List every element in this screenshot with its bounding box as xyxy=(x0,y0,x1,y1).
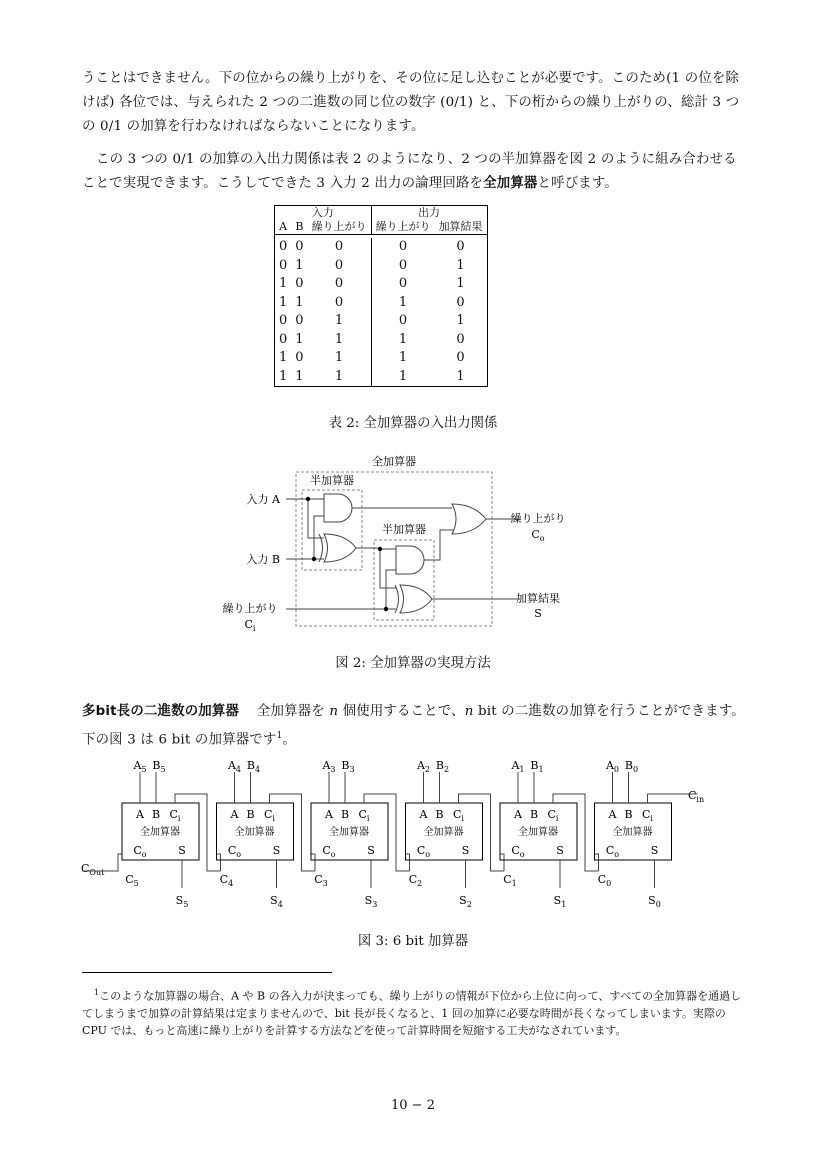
paragraph-full-adder xyxy=(82,148,746,196)
junction-cin xyxy=(384,607,388,611)
xor-gate-2 xyxy=(400,585,432,613)
input-a-label: $A_1$ xyxy=(511,759,525,774)
wire-cin-to-and2 xyxy=(386,570,396,609)
pin-a: A xyxy=(514,808,522,821)
fig2-sum-label: 加算結果 xyxy=(516,592,560,605)
pin-s: S xyxy=(556,844,564,857)
table-header-sum: 加算結果 xyxy=(435,220,488,235)
footnote-rule xyxy=(82,972,332,973)
table-row xyxy=(275,238,488,257)
input-a-label: $A_2$ xyxy=(416,759,431,774)
para2-text-a: この 3 つの 0/1 の加算の入出力関係は表 2 のようになり、2 つの半加算器を図 2 のように組み合わせることで実現できます。こうしてできた 3 入力 2 出力の論理回路を xyxy=(82,152,737,191)
table-row xyxy=(275,275,488,294)
input-b-label: $B_1$ xyxy=(530,759,544,774)
pin-co: $C_o$ xyxy=(511,844,525,859)
pin-co: $C_o$ xyxy=(133,844,147,859)
table-cell: 0 xyxy=(295,276,304,291)
fig2-carry-in-sym: $C_i$ xyxy=(244,618,256,633)
pin-ci: $C_i$ xyxy=(453,808,464,823)
term-full-adder: 全加算器 xyxy=(483,176,538,191)
table-cell: 0 xyxy=(371,238,435,257)
multibit-text-c: bit の二進数の加算を行うことができます。下の図 3 は 6 bit の加算器です xyxy=(82,704,745,748)
multibit-text-a: 全加算器を xyxy=(256,704,325,719)
cin-label: $C_{in}$ xyxy=(688,789,705,804)
sum-label: $S_1$ xyxy=(553,894,567,909)
table-cell: 1 xyxy=(295,331,304,347)
fig2-carry-in-label: 繰り上がり xyxy=(222,602,278,615)
fig2-carry-out-label: 繰り上がり xyxy=(510,512,566,525)
fig2-sum-sym: S xyxy=(534,607,542,620)
table-cell: 1 xyxy=(334,350,344,365)
and-gate-1 xyxy=(324,494,352,522)
wire-carry-chain xyxy=(553,794,599,871)
table-cell: 0 xyxy=(371,312,435,331)
page-number: 10 − 2 xyxy=(391,1098,435,1113)
carry-label: $C_2$ xyxy=(408,873,423,888)
truth-table xyxy=(274,205,488,387)
pin-co: $C_o$ xyxy=(416,844,431,859)
table-cell: 0 xyxy=(334,276,344,291)
table-cell: 1 xyxy=(435,257,488,276)
junction-a xyxy=(306,497,310,501)
table-row xyxy=(275,349,488,368)
input-a-label: $A_4$ xyxy=(227,759,242,774)
table-cell: 0 xyxy=(334,294,344,310)
input-b-label: $B_2$ xyxy=(435,759,450,774)
fig2-caption: 図 2: 全加算器の実現方法 xyxy=(335,656,491,671)
or-gate xyxy=(452,504,486,534)
pin-b: B xyxy=(151,808,161,821)
fig2-input-b: 入力 B xyxy=(246,553,280,566)
half-adder-1-boundary xyxy=(302,490,362,570)
footnote xyxy=(82,984,746,1039)
multibit-text-b: 個使用することで、 xyxy=(342,704,465,719)
table-cell: 1 xyxy=(295,368,304,384)
table-cell: 1 xyxy=(371,368,435,387)
pin-co: $C_o$ xyxy=(605,844,620,859)
carry-label: $C_0$ xyxy=(597,873,612,888)
fig2-carry-out-sym: $C_o$ xyxy=(531,528,545,543)
input-a-label: $A_5$ xyxy=(133,759,147,774)
para2-text-b: と呼びます。 xyxy=(537,176,618,191)
var-n-2: n xyxy=(464,704,474,719)
table-header-a: A xyxy=(275,220,292,235)
multibit-text-d: 。 xyxy=(282,732,296,748)
sum-label: $S_5$ xyxy=(175,894,189,909)
wire-carry-chain xyxy=(364,794,410,871)
pin-ci: $C_i$ xyxy=(169,808,181,823)
table-cell: 0 xyxy=(435,294,488,313)
pin-b: B xyxy=(340,808,350,821)
table-row xyxy=(275,312,488,331)
box-label: 全加算器 xyxy=(518,827,558,838)
input-a-label: $A_3$ xyxy=(322,759,336,774)
six-bit-adder-diagram xyxy=(0,758,826,918)
wire-carry-out-stub xyxy=(217,854,221,871)
pin-co: $C_o$ xyxy=(322,844,336,859)
pin-a: A xyxy=(325,808,333,821)
sum-label: $S_3$ xyxy=(364,894,378,909)
sum-label: $S_2$ xyxy=(459,894,472,909)
pin-a: A xyxy=(230,808,239,821)
fig2-input-a: 入力 A xyxy=(246,493,280,506)
table-cell: 0 xyxy=(275,331,292,350)
input-b-label: $B_0$ xyxy=(624,759,639,774)
table-cell: 0 xyxy=(334,257,344,273)
wire-carry-out-stub xyxy=(406,854,410,871)
table-cell: 0 xyxy=(275,238,292,257)
pin-s: S xyxy=(650,844,659,857)
table-cell: 1 xyxy=(295,257,304,273)
section-heading: 多bit長の二進数の加算器 xyxy=(82,704,240,719)
table-caption: 表 2: 全加算器の入出力関係 xyxy=(328,416,498,431)
table-cell: 0 xyxy=(435,331,488,350)
table-header-carry-in: 繰り上がり xyxy=(311,220,367,233)
table-cell: 1 xyxy=(334,368,344,384)
wire-carry-out-stub xyxy=(311,854,315,871)
table-cell: 0 xyxy=(334,239,344,254)
table-header-b: B xyxy=(295,220,304,233)
wire-carry-chain xyxy=(459,794,505,871)
pin-b: B xyxy=(529,808,539,821)
pin-s: S xyxy=(367,844,375,857)
input-b-label: $B_4$ xyxy=(246,759,261,774)
footnote-text: このような加算器の場合、A や B の各入力が決まっても、繰り上がりの情報が下位から上位に向って、すべての全加算器を通過してしまうまで加算の計算結果は定まりませんので、bit 長が長くなると、1 回の加算に必要な時間が長くなってしまいます。実際の CPU では、もっと高速に繰り上がりを計算する方法などを使って計算時間を短縮する工夫がなされています。 xyxy=(82,989,742,1037)
pin-a: A xyxy=(608,808,617,821)
wire-carry-out-stub xyxy=(595,854,599,871)
table-cell: 0 xyxy=(435,238,488,257)
pin-ci: $C_i$ xyxy=(264,808,275,823)
table-cell: 0 xyxy=(295,313,304,328)
table-cell: 0 xyxy=(371,275,435,294)
fig2-half2-label: 半加算器 xyxy=(382,523,426,536)
pin-ci: $C_i$ xyxy=(358,808,370,823)
pin-co: $C_o$ xyxy=(227,844,242,859)
paragraph-multibit xyxy=(82,700,746,752)
table-cell: 1 xyxy=(295,294,304,310)
table-cell: 0 xyxy=(295,350,304,365)
table-cell: 1 xyxy=(275,349,292,368)
var-n: n xyxy=(329,704,339,719)
input-b-label: $B_3$ xyxy=(341,759,355,774)
wire-carry-out-stub xyxy=(500,854,504,871)
table-cell: 1 xyxy=(334,331,344,347)
table-row xyxy=(275,294,488,313)
table-cell: 0 xyxy=(275,257,292,276)
half-adder-2-boundary xyxy=(374,540,434,620)
table-cell: 1 xyxy=(435,275,488,294)
table-cell: 1 xyxy=(334,313,344,328)
box-label: 全加算器 xyxy=(234,827,275,838)
pin-s: S xyxy=(178,844,186,857)
wire-and2-to-or xyxy=(424,530,454,560)
box-label: 全加算器 xyxy=(612,827,653,838)
table-cell: 1 xyxy=(371,331,435,350)
table-group-output: 出力 xyxy=(371,206,487,221)
table-cell: 1 xyxy=(275,275,292,294)
table-cell: 0 xyxy=(295,239,304,254)
carry-label: $C_1$ xyxy=(503,873,517,888)
table-cell: 1 xyxy=(371,294,435,313)
wire-xor1-to-and2 xyxy=(356,548,396,549)
sum-label: $S_4$ xyxy=(270,894,283,909)
pin-b: B xyxy=(246,808,255,821)
full-adder-diagram xyxy=(0,452,826,652)
pin-b: B xyxy=(435,808,444,821)
carry-label: $C_5$ xyxy=(125,873,139,888)
xor-gate-1 xyxy=(324,534,356,562)
pin-ci: $C_i$ xyxy=(547,808,559,823)
carry-label: $C_3$ xyxy=(314,873,328,888)
box-label: 全加算器 xyxy=(423,827,464,838)
wire-carry-chain xyxy=(270,794,316,871)
table-cell: 0 xyxy=(275,312,292,331)
table-cell: 0 xyxy=(371,257,435,276)
wire-carry-chain xyxy=(175,794,221,871)
input-b-label: $B_5$ xyxy=(152,759,166,774)
pin-ci: $C_i$ xyxy=(642,808,653,823)
pin-s: S xyxy=(461,844,470,857)
footnote-mark: 1 xyxy=(94,988,100,997)
junction-xor1 xyxy=(378,547,382,551)
sum-label: $S_0$ xyxy=(648,894,661,909)
wire-a-to-xor1 xyxy=(308,499,324,538)
paragraph-intro: うことはできません。下の位からの繰り上がりを、その位に足し込むことが必要です。このため(1 の位を除けば) 各位では、与えられた 2 つの二進数の同じ位の数字 (0/1) と、下の桁からの繰り上がりの、総計 3 つの 0/1 の加算を行わなければならないことになります。 xyxy=(82,71,740,134)
box-label: 全加算器 xyxy=(329,827,369,838)
pin-b: B xyxy=(624,808,633,821)
table-group-input: 入力 xyxy=(275,206,372,221)
pin-a: A xyxy=(419,808,428,821)
table-cell: 1 xyxy=(275,294,292,313)
fig3-caption: 図 3: 6 bit 加算器 xyxy=(357,934,469,949)
table-cell: 1 xyxy=(435,312,488,331)
carry-label: $C_4$ xyxy=(219,873,234,888)
table-cell: 1 xyxy=(275,368,292,387)
fig2-half1-label: 半加算器 xyxy=(310,474,354,487)
table-row xyxy=(275,257,488,276)
fig2-outer-label: 全加算器 xyxy=(372,455,416,468)
table-cell: 1 xyxy=(435,368,488,387)
table-header-carry-out: 繰り上がり xyxy=(371,220,435,235)
pin-a: A xyxy=(136,808,144,821)
table-cell: 0 xyxy=(435,349,488,368)
footnote-ref: 1 xyxy=(276,731,283,741)
cout-label: $C_{Out}$ xyxy=(81,862,105,877)
and-gate-2 xyxy=(396,546,424,574)
input-a-label: $A_0$ xyxy=(605,759,620,774)
junction-b xyxy=(312,557,316,561)
table-row xyxy=(275,331,488,350)
table-cell: 1 xyxy=(371,349,435,368)
box-label: 全加算器 xyxy=(140,827,180,838)
pin-s: S xyxy=(272,844,281,857)
table-row xyxy=(275,368,488,387)
wire-xor1-to-xor2 xyxy=(380,549,396,588)
